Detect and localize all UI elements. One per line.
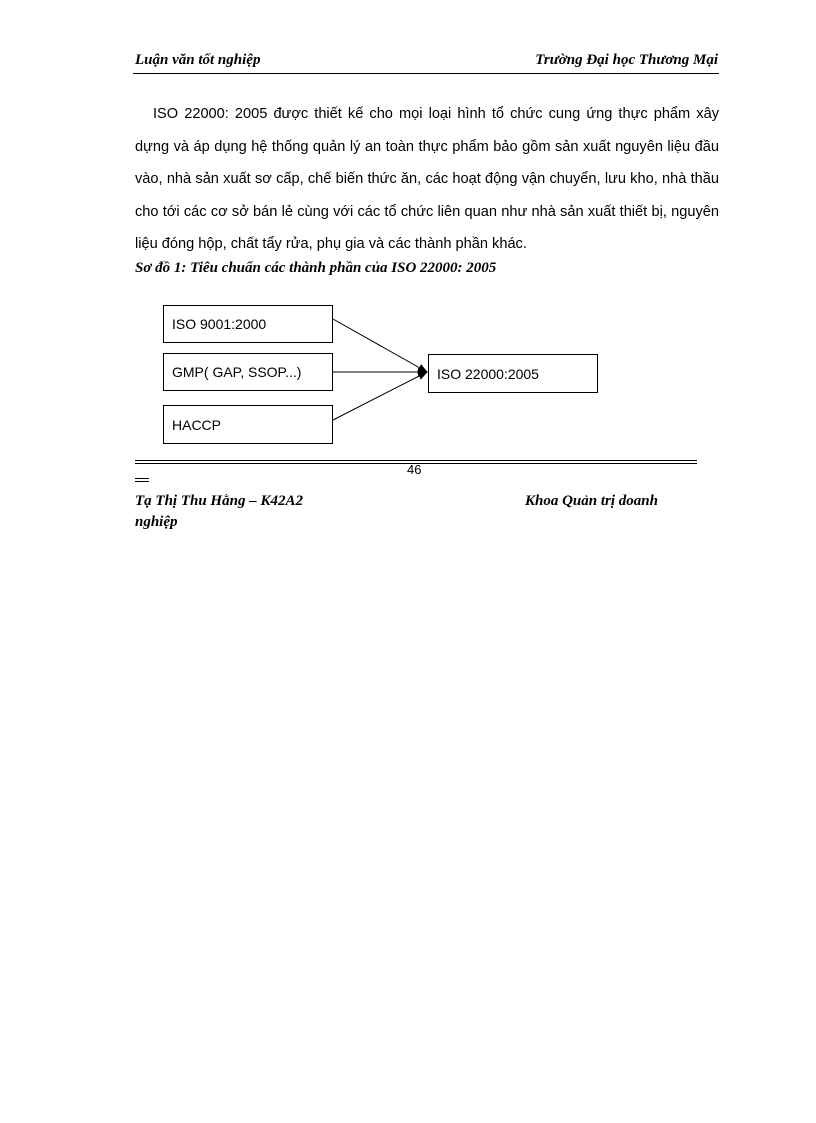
diagram-caption: Sơ đồ 1: Tiêu chuẩn các thành phần của ISO 22000: 2005 xyxy=(135,260,497,276)
diagram-box-haccp: HACCP xyxy=(163,405,333,444)
header-university: Trường Đại học Thương Mại xyxy=(535,52,718,68)
diagram-box-iso22000: ISO 22000:2005 xyxy=(428,354,598,393)
footer-author: Tạ Thị Thu Hằng – K42A2 xyxy=(135,493,303,509)
header-thesis-label: Luận văn tốt nghiệp xyxy=(135,52,261,68)
footer-short-divider-second xyxy=(135,481,149,482)
arrow-from-haccp xyxy=(333,372,427,420)
footer-department: Khoa Quản trị doanh xyxy=(525,493,658,509)
footer-short-divider xyxy=(135,478,149,479)
body-paragraph: ISO 22000: 2005 được thiết kế cho mọi loại hình tổ chức cung ứng thực phẩm xây dựng và áp dụng hệ thống quản lý an toàn thực phẩm bảo gồm sản xuất nguyên liệu đầu vào, nhà sản xuất sơ cấp, chế biến thức ăn, các hoạt động vận chuyển, lưu kho, nhà thầu cho tới các cơ sở bán lẻ cùng với các tổ chức liên quan như nhà sản xuất thiết bị, nguyên liệu đóng hộp, chất tẩy rửa, phụ gia và các thành phần khác. xyxy=(135,106,719,252)
header-divider xyxy=(133,73,719,74)
arrow-from-iso9001 xyxy=(333,319,427,372)
diagram-box-iso9001: ISO 9001:2000 xyxy=(163,305,333,343)
footer-department-continued: nghiệp xyxy=(135,514,178,530)
footer-divider xyxy=(135,460,697,461)
page-number: 46 xyxy=(407,462,422,477)
diagram-box-gmp: GMP( GAP, SSOP...) xyxy=(163,353,333,391)
